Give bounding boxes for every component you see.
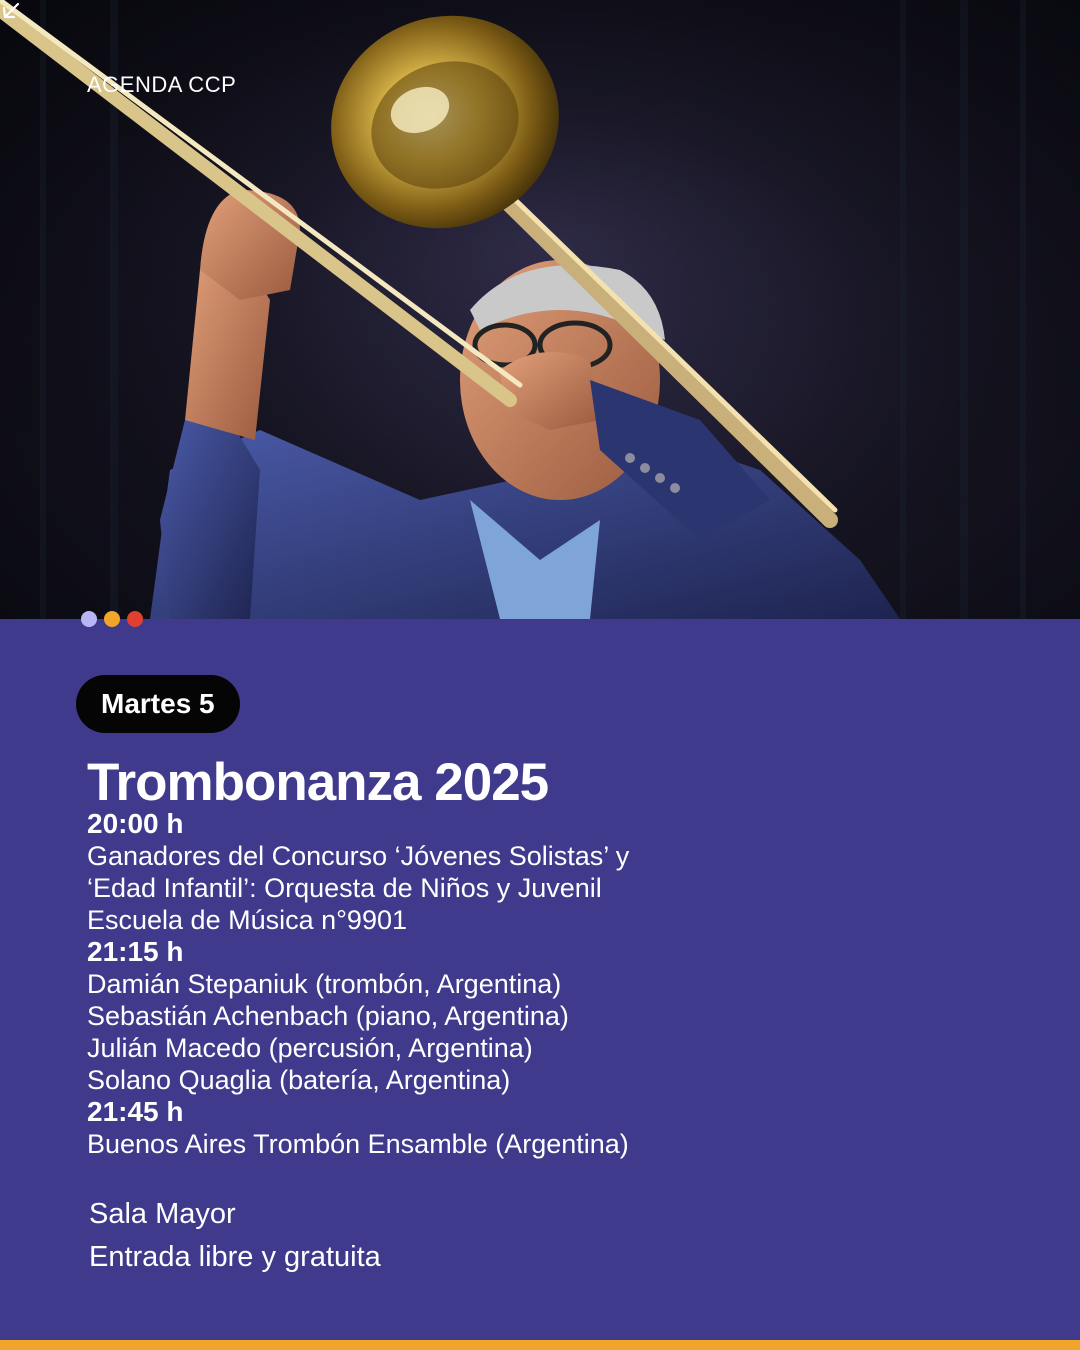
carousel-dots bbox=[81, 611, 143, 627]
admission: Entrada libre y gratuita bbox=[89, 1241, 381, 1273]
slot-time: 21:15 h bbox=[87, 936, 184, 967]
accent-bar bbox=[0, 1340, 1080, 1350]
event-details bbox=[89, 1193, 381, 1279]
slot-line: Ganadores del Concurso ‘Jóvenes Solistas’ y bbox=[87, 841, 630, 871]
slot-line: Buenos Aires Trombón Ensamble (Argentina) bbox=[87, 1129, 629, 1159]
slot-line: Julián Macedo (percusión, Argentina) bbox=[87, 1033, 533, 1063]
trombone-player-photo bbox=[0, 0, 1080, 619]
day-badge: Martes 5 bbox=[76, 675, 240, 733]
event-info-panel bbox=[0, 619, 1080, 1340]
agenda-label: AGENDA CCP bbox=[87, 72, 237, 97]
slot-time: 21:45 h bbox=[87, 1096, 184, 1127]
slot-line: Sebastián Achenbach (piano, Argentina) bbox=[87, 1001, 569, 1031]
event-title: Trombonanza 2025 bbox=[87, 753, 549, 812]
carousel-dot[interactable] bbox=[127, 611, 143, 627]
carousel-dot[interactable] bbox=[104, 611, 120, 627]
slot-time: 20:00 h bbox=[87, 808, 184, 839]
slot-line: Solano Quaglia (batería, Argentina) bbox=[87, 1065, 511, 1095]
arrow-down-left-icon[interactable] bbox=[0, 0, 22, 22]
slot-line: ‘Edad Infantil’: Orquesta de Niños y Juvenil bbox=[87, 873, 602, 903]
schedule bbox=[87, 808, 629, 1160]
slot-line: Escuela de Música n°9901 bbox=[87, 905, 407, 935]
slot-line: Damián Stepaniuk (trombón, Argentina) bbox=[87, 969, 562, 999]
venue: Sala Mayor bbox=[89, 1198, 236, 1230]
carousel-dot[interactable] bbox=[81, 611, 97, 627]
